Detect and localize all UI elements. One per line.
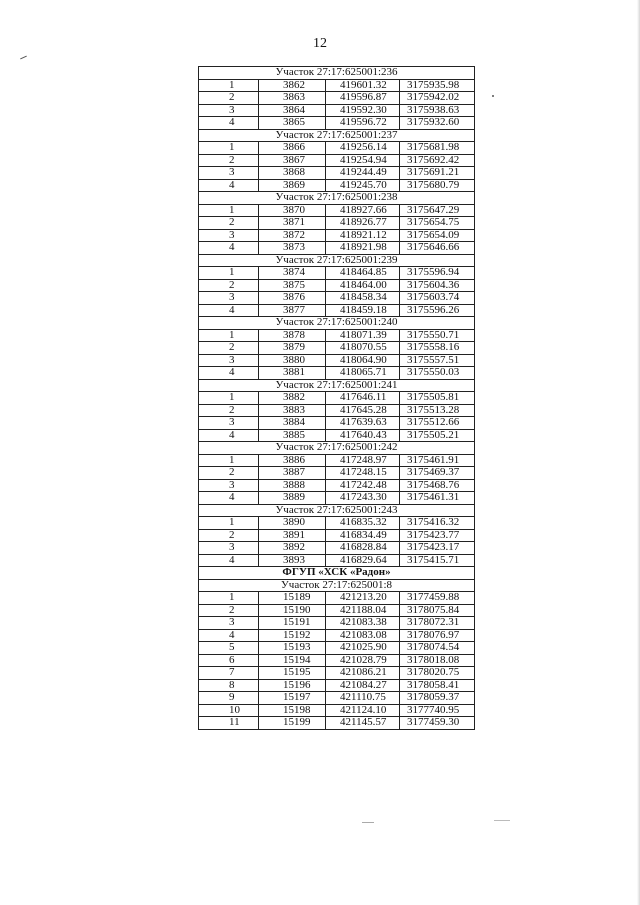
section-label: Участок 27:17:625001:239 [199, 254, 475, 267]
organization-header-row [199, 567, 475, 580]
coordinates-table-body [199, 67, 475, 730]
x-coordinate-cell: 419244.49 [326, 167, 400, 180]
table-row [199, 604, 475, 617]
row-number-cell: 1 [199, 329, 259, 342]
y-coordinate-cell: 3175692.42 [400, 154, 475, 167]
y-coordinate-cell: 3175557.51 [400, 354, 475, 367]
row-number-cell: 11 [199, 717, 259, 730]
section-label: Участок 27:17:625001:237 [199, 129, 475, 142]
y-coordinate-cell: 3175596.94 [400, 267, 475, 280]
row-number-cell: 8 [199, 679, 259, 692]
x-coordinate-cell: 418459.18 [326, 304, 400, 317]
y-coordinate-cell: 3178074.54 [400, 642, 475, 655]
point-number-cell: 3889 [259, 492, 326, 505]
x-coordinate-cell: 419245.70 [326, 179, 400, 192]
point-number-cell: 3862 [259, 79, 326, 92]
section-label: Участок 27:17:625001:236 [199, 67, 475, 80]
point-number-cell: 3892 [259, 542, 326, 555]
row-number-cell: 3 [199, 104, 259, 117]
row-number-cell: 2 [199, 529, 259, 542]
y-coordinate-cell: 3178018.08 [400, 654, 475, 667]
point-number-cell: 3872 [259, 229, 326, 242]
table-row [199, 642, 475, 655]
row-number-cell: 5 [199, 642, 259, 655]
point-number-cell: 3870 [259, 204, 326, 217]
point-number-cell: 3869 [259, 179, 326, 192]
x-coordinate-cell: 418927.66 [326, 204, 400, 217]
y-coordinate-cell: 3175550.03 [400, 367, 475, 380]
x-coordinate-cell: 418926.77 [326, 217, 400, 230]
table-row [199, 142, 475, 155]
point-number-cell: 3890 [259, 517, 326, 530]
point-number-cell: 3878 [259, 329, 326, 342]
table-row [199, 667, 475, 680]
scan-mark [20, 56, 27, 60]
row-number-cell: 4 [199, 629, 259, 642]
point-number-cell: 3864 [259, 104, 326, 117]
x-coordinate-cell: 421124.10 [326, 704, 400, 717]
table-row [199, 204, 475, 217]
x-coordinate-cell: 418065.71 [326, 367, 400, 380]
table-row [199, 679, 475, 692]
y-coordinate-cell: 3175415.71 [400, 554, 475, 567]
x-coordinate-cell: 418071.39 [326, 329, 400, 342]
x-coordinate-cell: 417243.30 [326, 492, 400, 505]
y-coordinate-cell: 3175654.75 [400, 217, 475, 230]
table-row [199, 329, 475, 342]
y-coordinate-cell: 3175512.66 [400, 417, 475, 430]
coordinates-table [198, 66, 475, 730]
point-number-cell: 15194 [259, 654, 326, 667]
row-number-cell: 1 [199, 592, 259, 605]
point-number-cell: 3886 [259, 454, 326, 467]
y-coordinate-cell: 3175416.32 [400, 517, 475, 530]
table-row [199, 467, 475, 480]
point-number-cell: 3874 [259, 267, 326, 280]
section-label: Участок 27:17:625001:238 [199, 192, 475, 205]
row-number-cell: 2 [199, 467, 259, 480]
y-coordinate-cell: 3175938.63 [400, 104, 475, 117]
x-coordinate-cell: 417646.11 [326, 392, 400, 405]
row-number-cell: 7 [199, 667, 259, 680]
row-number-cell: 6 [199, 654, 259, 667]
x-coordinate-cell: 418921.98 [326, 242, 400, 255]
x-coordinate-cell: 421025.90 [326, 642, 400, 655]
point-number-cell: 3891 [259, 529, 326, 542]
x-coordinate-cell: 421145.57 [326, 717, 400, 730]
row-number-cell: 3 [199, 292, 259, 305]
point-number-cell: 3880 [259, 354, 326, 367]
x-coordinate-cell: 418464.00 [326, 279, 400, 292]
table-row [199, 717, 475, 730]
point-number-cell: 15190 [259, 604, 326, 617]
point-number-cell: 3888 [259, 479, 326, 492]
y-coordinate-cell: 3175654.09 [400, 229, 475, 242]
table-row [199, 429, 475, 442]
table-row [199, 167, 475, 180]
table-row [199, 104, 475, 117]
y-coordinate-cell: 3175596.26 [400, 304, 475, 317]
section-header-row [199, 379, 475, 392]
row-number-cell: 2 [199, 279, 259, 292]
y-coordinate-cell: 3175423.17 [400, 542, 475, 555]
x-coordinate-cell: 418458.34 [326, 292, 400, 305]
y-coordinate-cell: 3178076.97 [400, 629, 475, 642]
x-coordinate-cell: 421110.75 [326, 692, 400, 705]
y-coordinate-cell: 3175680.79 [400, 179, 475, 192]
y-coordinate-cell: 3175469.37 [400, 467, 475, 480]
point-number-cell: 3883 [259, 404, 326, 417]
row-number-cell: 2 [199, 604, 259, 617]
x-coordinate-cell: 417645.28 [326, 404, 400, 417]
table-row [199, 492, 475, 505]
section-header-row [199, 254, 475, 267]
row-number-cell: 1 [199, 392, 259, 405]
row-number-cell: 4 [199, 367, 259, 380]
row-number-cell: 3 [199, 479, 259, 492]
point-number-cell: 3887 [259, 467, 326, 480]
row-number-cell: 4 [199, 242, 259, 255]
row-number-cell: 4 [199, 179, 259, 192]
table-row [199, 417, 475, 430]
y-coordinate-cell: 3175646.66 [400, 242, 475, 255]
x-coordinate-cell: 417248.97 [326, 454, 400, 467]
table-row [199, 542, 475, 555]
row-number-cell: 4 [199, 492, 259, 505]
table-row [199, 304, 475, 317]
point-number-cell: 3865 [259, 117, 326, 130]
x-coordinate-cell: 418070.55 [326, 342, 400, 355]
point-number-cell: 15189 [259, 592, 326, 605]
table-row [199, 342, 475, 355]
point-number-cell: 3866 [259, 142, 326, 155]
row-number-cell: 3 [199, 417, 259, 430]
point-number-cell: 15196 [259, 679, 326, 692]
point-number-cell: 15192 [259, 629, 326, 642]
x-coordinate-cell: 419596.87 [326, 92, 400, 105]
point-number-cell: 3873 [259, 242, 326, 255]
table-row [199, 242, 475, 255]
row-number-cell: 1 [199, 79, 259, 92]
x-coordinate-cell: 421084.27 [326, 679, 400, 692]
y-coordinate-cell: 3175942.02 [400, 92, 475, 105]
page-number: 12 [313, 36, 327, 51]
x-coordinate-cell: 421083.08 [326, 629, 400, 642]
table-row [199, 79, 475, 92]
table-row [199, 392, 475, 405]
table-row [199, 592, 475, 605]
x-coordinate-cell: 417248.15 [326, 467, 400, 480]
table-row [199, 154, 475, 167]
y-coordinate-cell: 3178059.37 [400, 692, 475, 705]
row-number-cell: 2 [199, 217, 259, 230]
table-row [199, 692, 475, 705]
table-row [199, 654, 475, 667]
point-number-cell: 15193 [259, 642, 326, 655]
point-number-cell: 3877 [259, 304, 326, 317]
x-coordinate-cell: 416835.32 [326, 517, 400, 530]
point-number-cell: 15199 [259, 717, 326, 730]
x-coordinate-cell: 421213.20 [326, 592, 400, 605]
row-number-cell: 1 [199, 142, 259, 155]
section-label: Участок 27:17:625001:243 [199, 504, 475, 517]
table-row [199, 292, 475, 305]
table-row [199, 554, 475, 567]
y-coordinate-cell: 3175935.98 [400, 79, 475, 92]
y-coordinate-cell: 3175603.74 [400, 292, 475, 305]
row-number-cell: 1 [199, 204, 259, 217]
table-row [199, 517, 475, 530]
row-number-cell: 1 [199, 454, 259, 467]
y-coordinate-cell: 3175468.76 [400, 479, 475, 492]
table-row [199, 454, 475, 467]
table-row [199, 704, 475, 717]
section-header-row [199, 129, 475, 142]
section-header-row [199, 67, 475, 80]
point-number-cell: 3863 [259, 92, 326, 105]
table-row [199, 267, 475, 280]
table-row [199, 117, 475, 130]
row-number-cell: 3 [199, 167, 259, 180]
row-number-cell: 4 [199, 117, 259, 130]
point-number-cell: 15197 [259, 692, 326, 705]
row-number-cell: 2 [199, 92, 259, 105]
x-coordinate-cell: 416828.84 [326, 542, 400, 555]
point-number-cell: 3893 [259, 554, 326, 567]
scan-mark [494, 820, 510, 821]
section-label: Участок 27:17:625001:241 [199, 379, 475, 392]
point-number-cell: 3868 [259, 167, 326, 180]
table-row [199, 179, 475, 192]
scan-mark [362, 822, 374, 823]
organization-name: ФГУП «ХСК «Радон» [199, 567, 475, 580]
row-number-cell: 2 [199, 404, 259, 417]
point-number-cell: 15198 [259, 704, 326, 717]
point-number-cell: 3875 [259, 279, 326, 292]
y-coordinate-cell: 3175505.81 [400, 392, 475, 405]
row-number-cell: 2 [199, 154, 259, 167]
table-row [199, 279, 475, 292]
row-number-cell: 3 [199, 354, 259, 367]
row-number-cell: 1 [199, 267, 259, 280]
point-number-cell: 3867 [259, 154, 326, 167]
table-row [199, 529, 475, 542]
y-coordinate-cell: 3175558.16 [400, 342, 475, 355]
section-header-row [199, 317, 475, 330]
scan-mark [492, 95, 494, 97]
x-coordinate-cell: 418464.85 [326, 267, 400, 280]
y-coordinate-cell: 3178058.41 [400, 679, 475, 692]
table-row [199, 367, 475, 380]
x-coordinate-cell: 418064.90 [326, 354, 400, 367]
y-coordinate-cell: 3177459.88 [400, 592, 475, 605]
y-coordinate-cell: 3175423.77 [400, 529, 475, 542]
section-header-row [199, 192, 475, 205]
x-coordinate-cell: 417242.48 [326, 479, 400, 492]
x-coordinate-cell: 419601.32 [326, 79, 400, 92]
row-number-cell: 3 [199, 542, 259, 555]
table-row [199, 617, 475, 630]
point-number-cell: 3871 [259, 217, 326, 230]
y-coordinate-cell: 3175505.21 [400, 429, 475, 442]
x-coordinate-cell: 421086.21 [326, 667, 400, 680]
row-number-cell: 10 [199, 704, 259, 717]
row-number-cell: 9 [199, 692, 259, 705]
point-number-cell: 3881 [259, 367, 326, 380]
y-coordinate-cell: 3175647.29 [400, 204, 475, 217]
x-coordinate-cell: 421083.38 [326, 617, 400, 630]
row-number-cell: 1 [199, 517, 259, 530]
table-row [199, 229, 475, 242]
table-row [199, 629, 475, 642]
x-coordinate-cell: 421028.79 [326, 654, 400, 667]
y-coordinate-cell: 3175681.98 [400, 142, 475, 155]
y-coordinate-cell: 3177740.95 [400, 704, 475, 717]
y-coordinate-cell: 3178072.31 [400, 617, 475, 630]
point-number-cell: 3882 [259, 392, 326, 405]
section-header-row [199, 504, 475, 517]
point-number-cell: 3879 [259, 342, 326, 355]
y-coordinate-cell: 3175604.36 [400, 279, 475, 292]
section-header-row [199, 579, 475, 592]
table-row [199, 217, 475, 230]
row-number-cell: 4 [199, 429, 259, 442]
point-number-cell: 3884 [259, 417, 326, 430]
x-coordinate-cell: 416829.64 [326, 554, 400, 567]
section-label: Участок 27:17:625001:240 [199, 317, 475, 330]
x-coordinate-cell: 419254.94 [326, 154, 400, 167]
y-coordinate-cell: 3175550.71 [400, 329, 475, 342]
point-number-cell: 15195 [259, 667, 326, 680]
y-coordinate-cell: 3175461.91 [400, 454, 475, 467]
point-number-cell: 3876 [259, 292, 326, 305]
point-number-cell: 3885 [259, 429, 326, 442]
row-number-cell: 3 [199, 229, 259, 242]
section-header-row [199, 442, 475, 455]
x-coordinate-cell: 419596.72 [326, 117, 400, 130]
x-coordinate-cell: 419256.14 [326, 142, 400, 155]
y-coordinate-cell: 3178020.75 [400, 667, 475, 680]
row-number-cell: 2 [199, 342, 259, 355]
x-coordinate-cell: 419592.30 [326, 104, 400, 117]
row-number-cell: 3 [199, 617, 259, 630]
y-coordinate-cell: 3175691.21 [400, 167, 475, 180]
row-number-cell: 4 [199, 304, 259, 317]
section-label: Участок 27:17:625001:8 [199, 579, 475, 592]
y-coordinate-cell: 3177459.30 [400, 717, 475, 730]
table-row [199, 92, 475, 105]
table-row [199, 354, 475, 367]
y-coordinate-cell: 3175461.31 [400, 492, 475, 505]
x-coordinate-cell: 417640.43 [326, 429, 400, 442]
y-coordinate-cell: 3178075.84 [400, 604, 475, 617]
y-coordinate-cell: 3175513.28 [400, 404, 475, 417]
point-number-cell: 15191 [259, 617, 326, 630]
row-number-cell: 4 [199, 554, 259, 567]
section-label: Участок 27:17:625001:242 [199, 442, 475, 455]
x-coordinate-cell: 416834.49 [326, 529, 400, 542]
table-row [199, 479, 475, 492]
x-coordinate-cell: 417639.63 [326, 417, 400, 430]
x-coordinate-cell: 418921.12 [326, 229, 400, 242]
x-coordinate-cell: 421188.04 [326, 604, 400, 617]
y-coordinate-cell: 3175932.60 [400, 117, 475, 130]
table-row [199, 404, 475, 417]
